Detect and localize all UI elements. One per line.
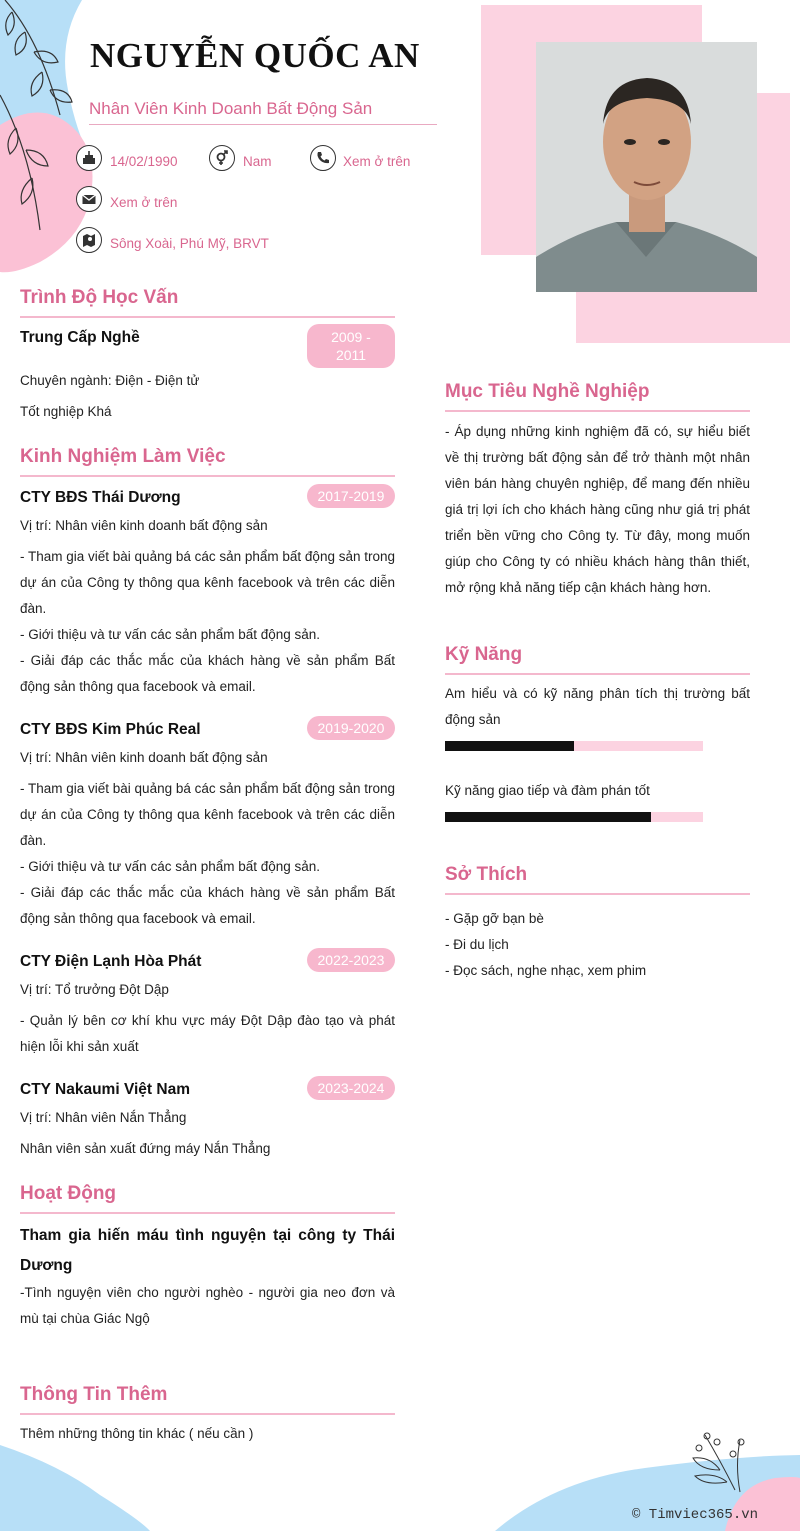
birthday-value: 14/02/1990 <box>110 154 178 169</box>
job-company: CTY BĐS Thái Dương <box>20 489 181 506</box>
job-desc-line: - Quản lý bên cơ khí khu vực máy Đột Dập đào tạo và phát hiện lỗi khi sản xuất <box>20 1013 395 1054</box>
candidate-name: NGUYỄN QUỐC AN <box>90 36 420 75</box>
education-period <box>307 324 395 368</box>
skills-heading: Kỹ Năng <box>445 644 750 675</box>
job-description <box>20 544 395 700</box>
profile-photo <box>536 42 757 292</box>
bottom-left-decoration <box>0 1445 160 1531</box>
hobby-item: - Đọc sách, nghe nhạc, xem phim <box>445 963 647 978</box>
birthday-cake-icon <box>76 145 102 171</box>
job-description <box>20 776 395 932</box>
job-company: CTY Điện Lạnh Hòa Phát <box>20 953 202 970</box>
job-period: 2019-2020 <box>307 716 395 740</box>
education-grade: Tốt nghiệp Khá <box>20 404 112 419</box>
education-heading: Trình Độ Học Vấn <box>20 287 395 318</box>
experience-heading: Kinh Nghiệm Làm Việc <box>20 446 395 477</box>
skill-label: Am hiểu và có kỹ năng phân tích thị trường bất động sản <box>445 686 750 727</box>
job-position: Vị trí: Nhân viên Nắn Thẳng <box>20 1110 187 1125</box>
job-period: 2023-2024 <box>307 1076 395 1100</box>
watermark: © Timviec365.vn <box>632 1507 759 1523</box>
location-map-icon <box>76 227 102 253</box>
objective-text: - Áp dụng những kinh nghiệm đã có, sự hiểu biết về thị trường bất động sản để trở thành một nhân viên bán hàng chuyên nghiệp, để mang đến nhiều giá trị lợi ích cho khách hàng cũng như giá trị phát triển bền vững cho Công ty. Từ đây, mong muốn giúp cho Công ty có nhiều khách hàng thân thiết, mở rộng khả năng tiếp cận khách hàng hơn. <box>445 424 750 595</box>
phone-value: Xem ở trên <box>343 154 411 169</box>
job-position: Vị trí: Nhân viên kinh doanh bất động sản <box>20 518 268 533</box>
job-desc-line: - Giới thiệu và tư vấn các sản phẩm bất động sản. <box>20 859 321 874</box>
skill-bar <box>445 812 703 822</box>
objective-heading: Mục Tiêu Nghề Nghiệp <box>445 381 750 412</box>
job-desc-line: - Tham gia viết bài quảng bá các sản phẩm bất động sản trong dự án của Công ty thông qua kênh facebook và trên các diễn đàn. <box>20 781 395 848</box>
more-info-heading: Thông Tin Thêm <box>20 1384 395 1415</box>
education-school: Trung Cấp Nghề <box>20 329 140 346</box>
activities-heading: Hoạt Động <box>20 1183 395 1214</box>
job-desc-line: - Giới thiệu và tư vấn các sản phẩm bất động sản. <box>20 627 321 642</box>
gender-value: Nam <box>243 154 272 169</box>
email-value: Xem ở trên <box>110 195 178 210</box>
hobbies-list <box>445 906 646 984</box>
education-period-start: 2009 - <box>331 329 371 345</box>
job-desc-line: - Giải đáp các thắc mắc của khách hàng về sản phẩm Bất động sản thông qua facebook và email. <box>20 885 395 926</box>
job-description <box>20 1008 395 1060</box>
job-desc-line: - Tham gia viết bài quảng bá các sản phẩm bất động sản trong dự án của Công ty thông qua kênh facebook và trên các diễn đàn. <box>20 549 395 616</box>
job-position: Vị trí: Nhân viên kinh doanh bất động sản <box>20 750 268 765</box>
education-major: Chuyên ngành: Điện - Điện tử <box>20 373 200 388</box>
skill-label: Kỹ năng giao tiếp và đàm phán tốt <box>445 783 650 798</box>
phone-icon <box>310 145 336 171</box>
activity-description: -Tình nguyện viên cho người nghèo - người gia neo đơn và mù tại chùa Giác Ngộ <box>20 1285 395 1326</box>
job-title: Nhân Viên Kinh Doanh Bất Động Sản <box>89 99 437 125</box>
skill-bar-fill <box>445 741 574 751</box>
address-value: Sông Xoài, Phú Mỹ, BRVT <box>110 236 269 251</box>
hobbies-heading: Sở Thích <box>445 864 750 895</box>
education-period-end: 2011 <box>335 347 367 363</box>
job-company: CTY BĐS Kim Phúc Real <box>20 721 201 738</box>
job-position: Vị trí: Tổ trưởng Đột Dập <box>20 982 169 997</box>
email-icon <box>76 186 102 212</box>
gender-icon <box>209 145 235 171</box>
hobby-item: - Đi du lịch <box>445 937 509 952</box>
skill-bar <box>445 741 703 751</box>
job-company: CTY Nakaumi Việt Nam <box>20 1081 190 1098</box>
skill-bar-fill <box>445 812 651 822</box>
job-period: 2022-2023 <box>307 948 395 972</box>
more-info-text: Thêm những thông tin khác ( nếu cần ) <box>20 1426 254 1441</box>
job-desc-line: - Giải đáp các thắc mắc của khách hàng về sản phẩm Bất động sản thông qua facebook và email. <box>20 653 395 694</box>
hobby-item: - Gặp gỡ bạn bè <box>445 911 544 926</box>
job-period: 2017-2019 <box>307 484 395 508</box>
job-description: Nhân viên sản xuất đứng máy Nắn Thẳng <box>20 1141 271 1156</box>
activity-title: Tham gia hiến máu tình nguyện tại công ty Thái Dương <box>20 1227 395 1274</box>
